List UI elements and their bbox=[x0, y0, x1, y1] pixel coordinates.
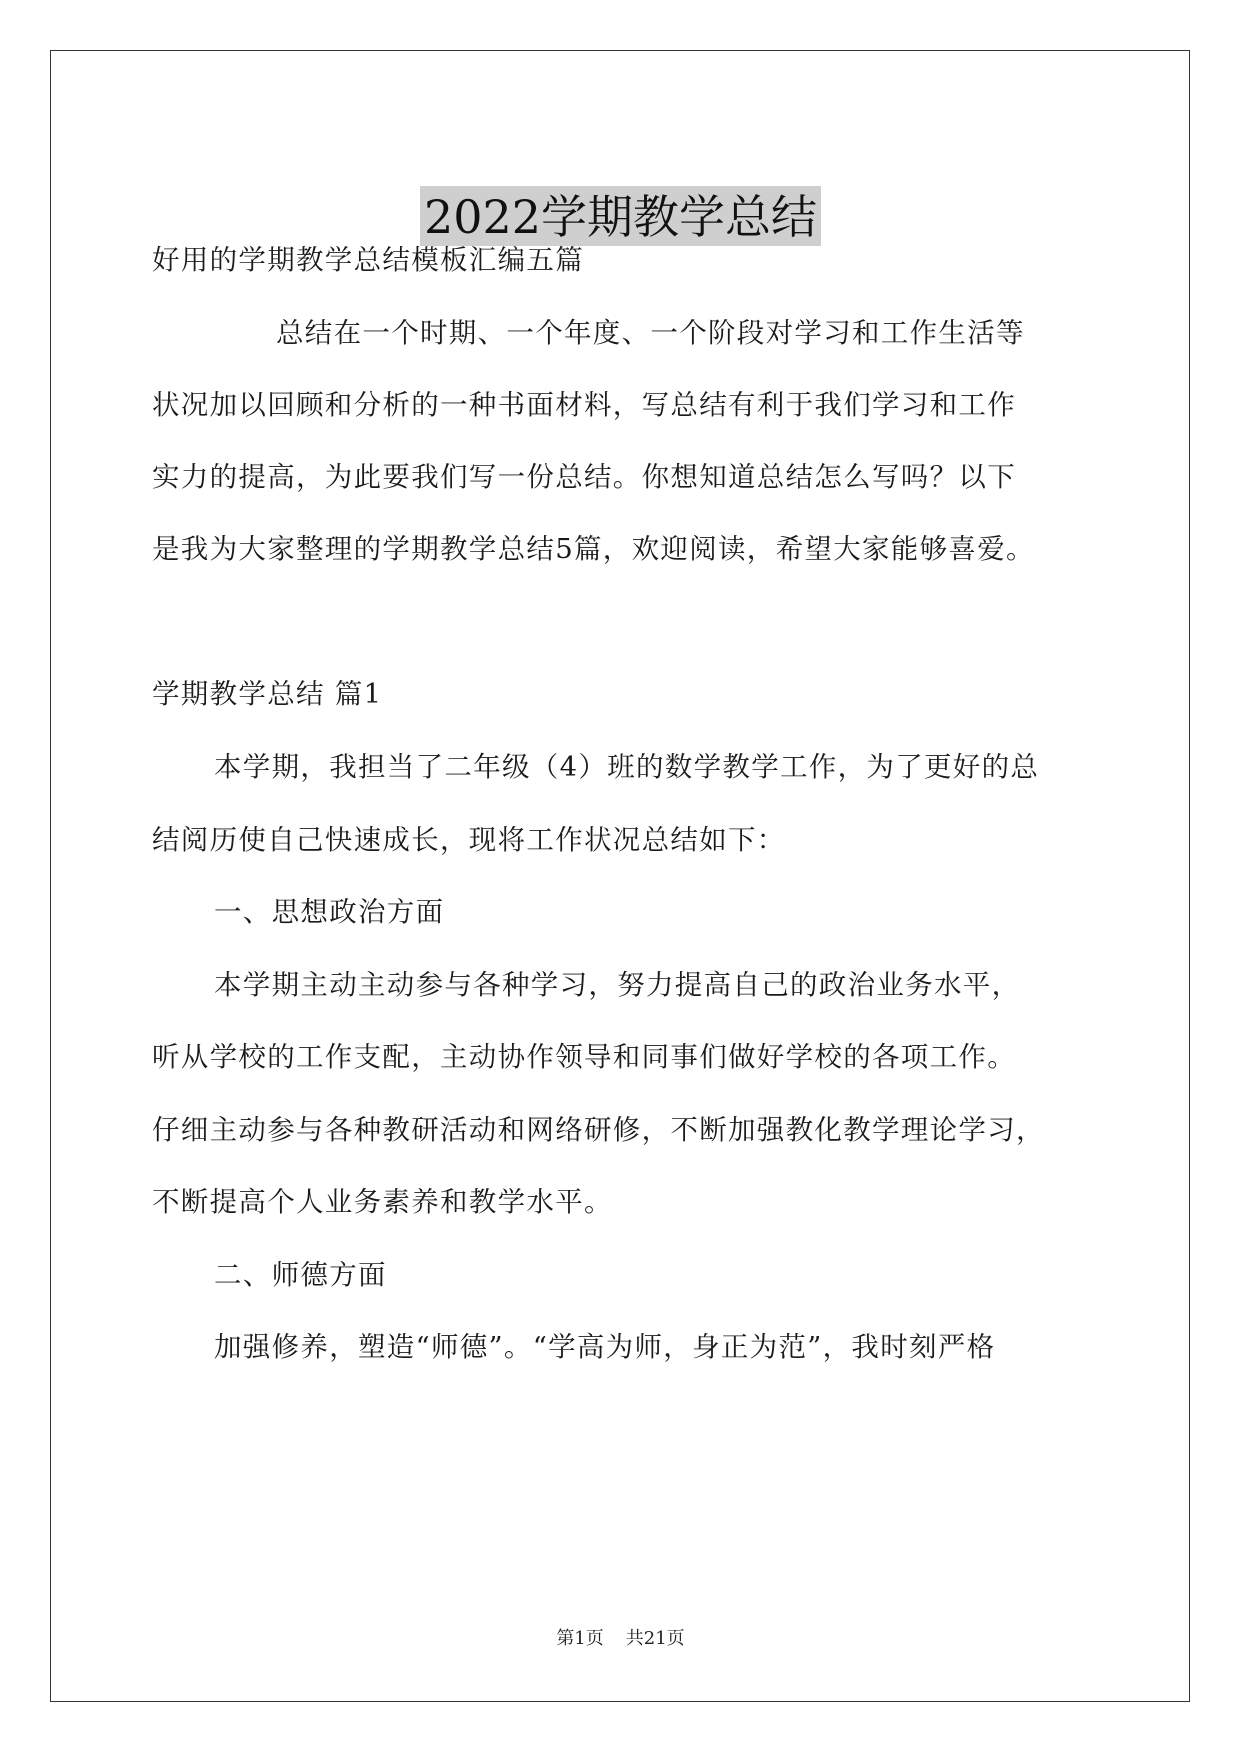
paragraph-line: 听从学校的工作支配，主动协作领导和同事们做好学校的各项工作。 bbox=[152, 1041, 1016, 1073]
page-border bbox=[50, 50, 1190, 1702]
subsection-heading: 二、师德方面 bbox=[214, 1259, 387, 1291]
document-subtitle: 好用的学期教学总结模板汇编五篇 bbox=[152, 244, 584, 276]
paragraph-line: 仔细主动参与各种教研活动和网络研修，不断加强教化教学理论学习， bbox=[152, 1114, 1045, 1146]
paragraph-line: 本学期，我担当了二年级（4）班的数学教学工作，为了更好的总 bbox=[214, 751, 1040, 783]
page-number: 第1页 bbox=[556, 1628, 604, 1649]
paragraph-line: 状况加以回顾和分析的一种书面材料，写总结有利于我们学习和工作 bbox=[152, 389, 1016, 421]
paragraph-line: 本学期主动主动参与各种学习，努力提高自己的政治业务水平， bbox=[214, 969, 1021, 1001]
subsection-heading: 一、思想政治方面 bbox=[214, 896, 445, 928]
paragraph-line: 总结在一个时期、一个年度、一个阶段对学习和工作生活等 bbox=[276, 317, 1025, 349]
page-total: 共21页 bbox=[625, 1628, 685, 1649]
document-title: 2022学期教学总结 bbox=[420, 186, 821, 246]
paragraph-line: 不断提高个人业务素养和教学水平。 bbox=[152, 1186, 613, 1218]
paragraph-line: 加强修养，塑造“师德”。“学高为师，身正为范”，我时刻严格 bbox=[214, 1331, 996, 1363]
section-heading: 学期教学总结 篇1 bbox=[152, 678, 383, 710]
paragraph-line: 实力的提高，为此要我们写一份总结。你想知道总结怎么写吗？以下 bbox=[152, 461, 1016, 493]
page-footer bbox=[0, 1628, 1241, 1650]
paragraph-line: 是我为大家整理的学期教学总结5篇，欢迎阅读，希望大家能够喜爱。 bbox=[152, 533, 1035, 565]
paragraph-line: 结阅历使自己快速成长，现将工作状况总结如下： bbox=[152, 824, 786, 856]
